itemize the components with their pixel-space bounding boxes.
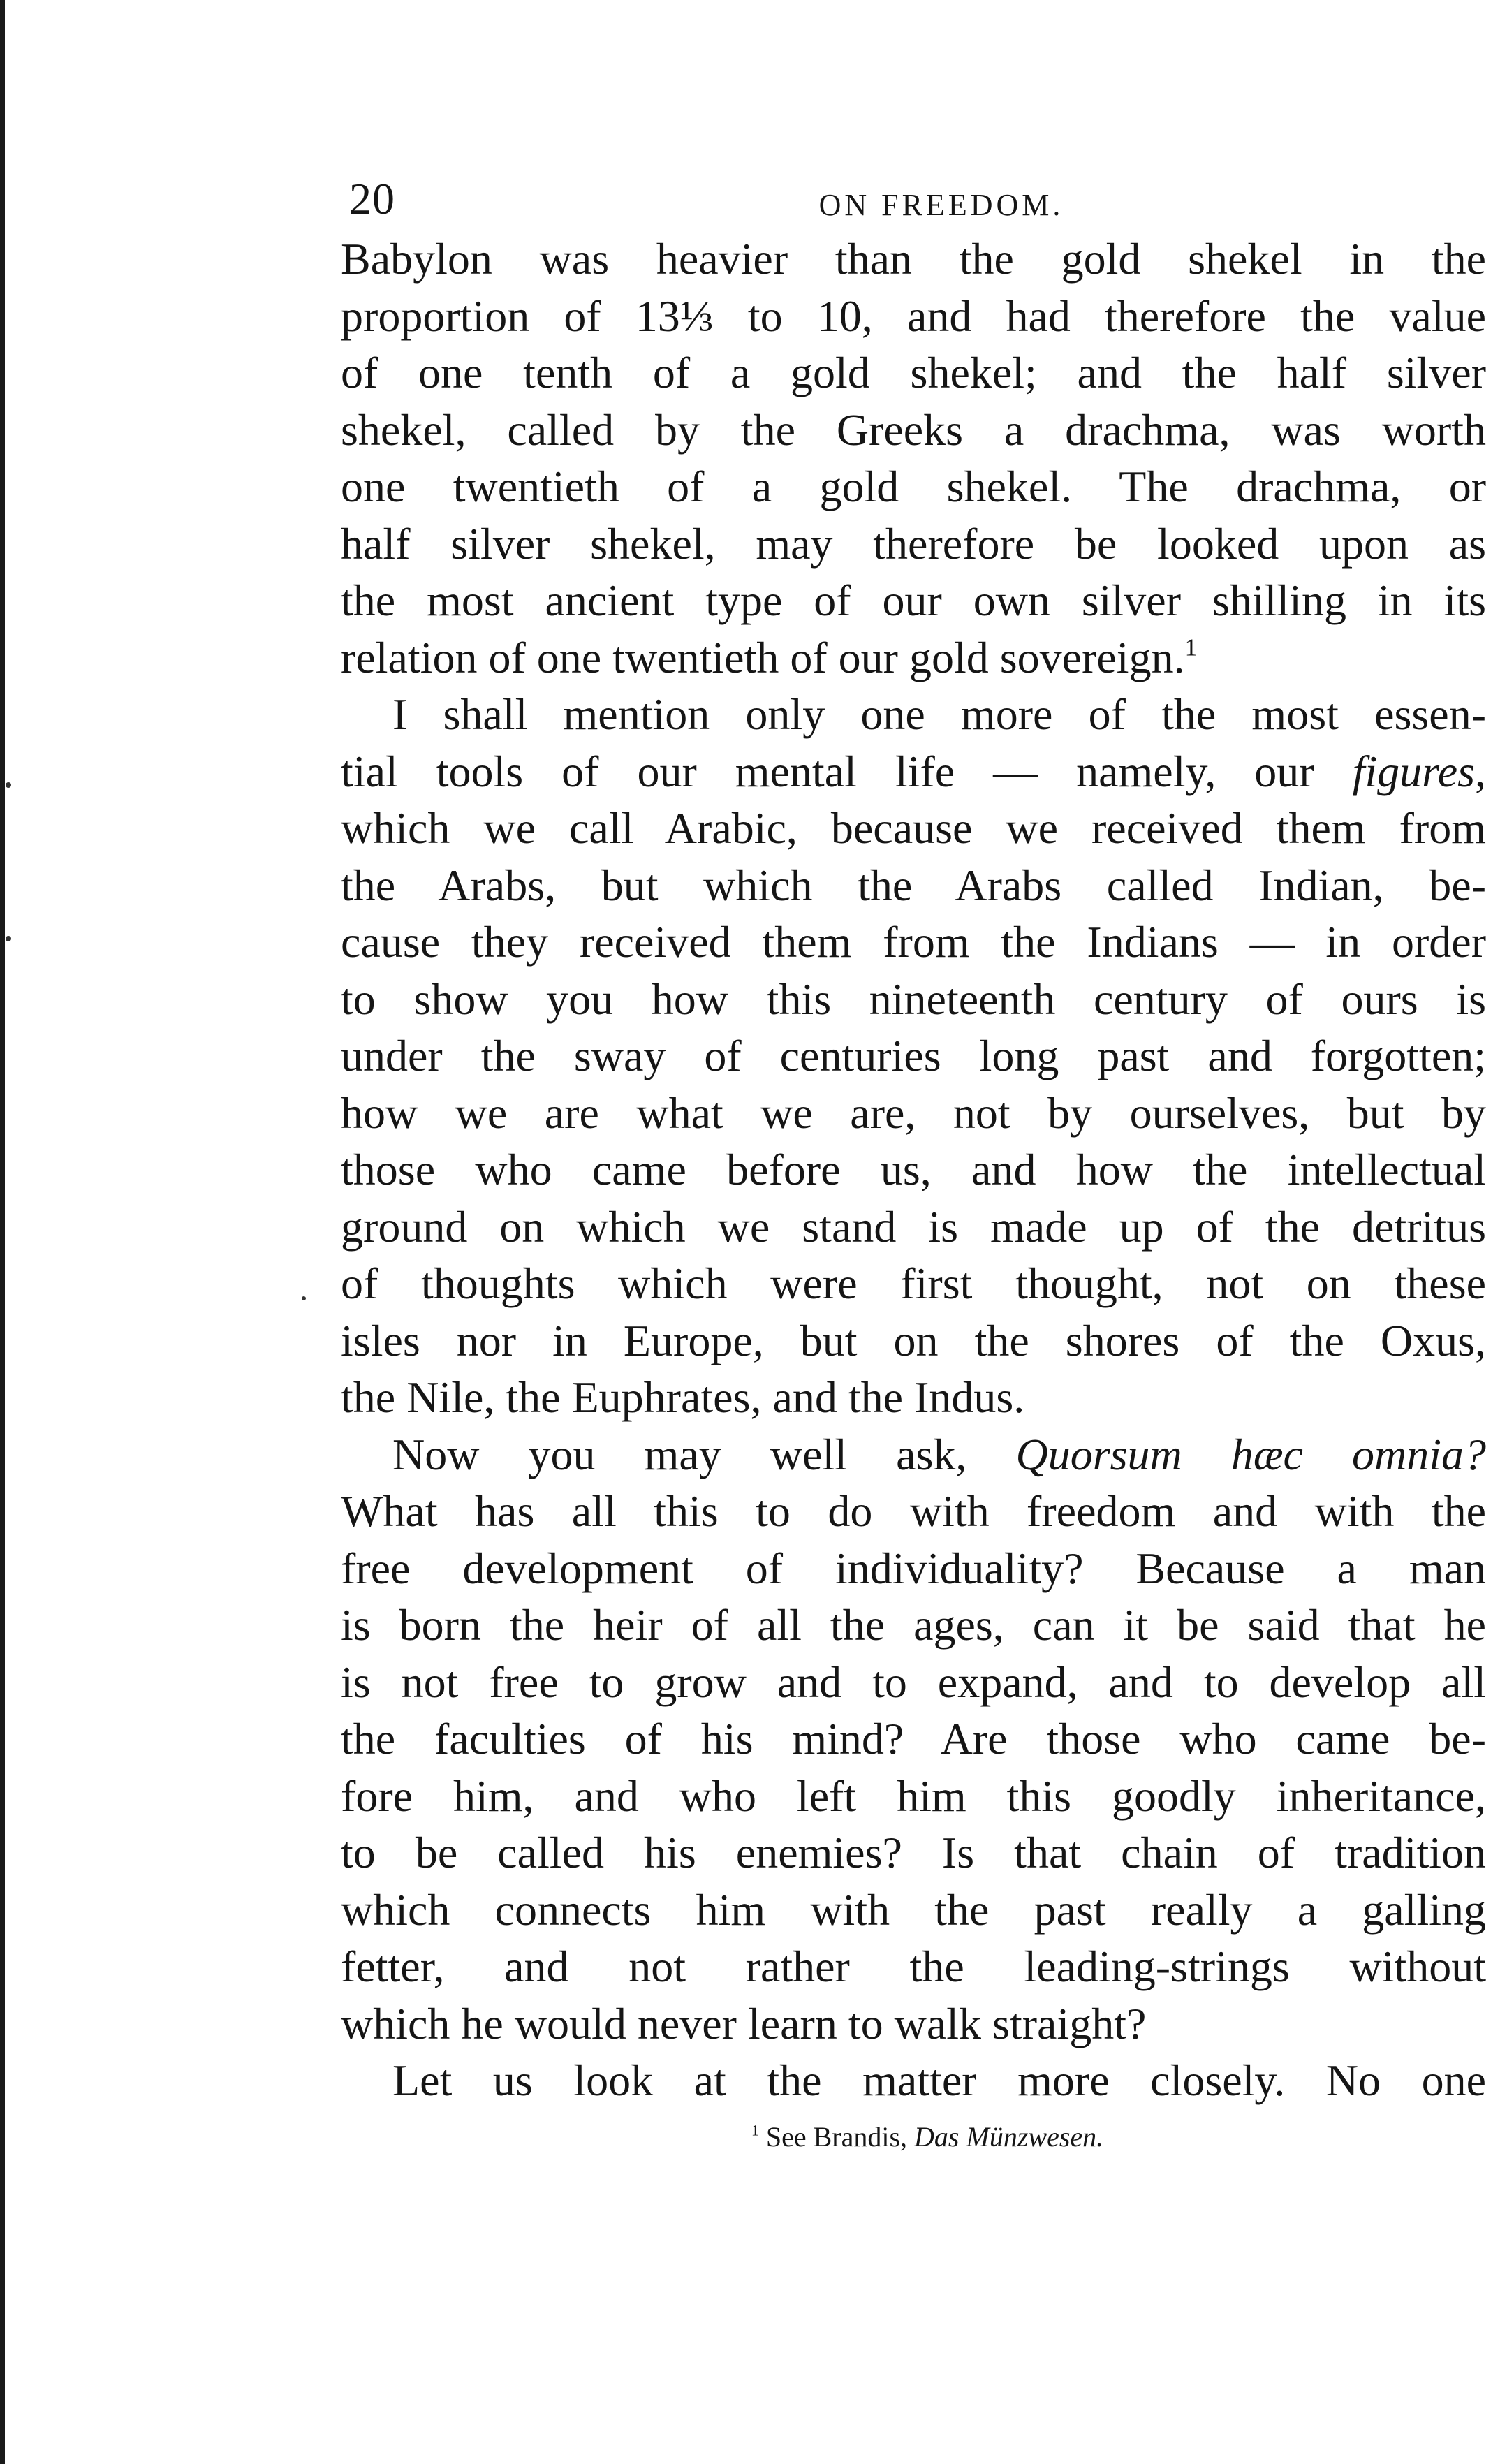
text-line: which he would never learn to walk straight? — [341, 1998, 1147, 2048]
footnote — [341, 2120, 1486, 2153]
footnote-title: Das Münzwesen. — [914, 2120, 1104, 2153]
text-line: to show you how this nineteenth century of ours is — [341, 974, 1486, 1024]
text-line: cause they received them from the Indians — in order — [341, 917, 1486, 967]
footnote-reference: 1 — [1184, 633, 1198, 661]
running-head — [341, 154, 1486, 230]
text-line: to be called his enemies? Is that chain of tradition — [341, 1828, 1486, 1877]
text-line: What has all this to do with freedom and with the — [341, 1486, 1486, 1536]
paragraph-start: I shall mention only one more of the most essen- — [392, 689, 1486, 739]
text-line: of thoughts which were first thought, not on these — [341, 1259, 1486, 1308]
text-line: the Arabs, but which the Arabs called Indian, be- — [341, 860, 1486, 910]
text-line: shekel, called by the Greeks a drachma, was worth — [341, 404, 1486, 455]
text-line: which connects him with the past really a galling — [341, 1884, 1486, 1935]
text-line: under the sway of centuries long past and forgotten; — [341, 1031, 1486, 1080]
paragraph-start: Let us look at the matter more closely. No one — [392, 2055, 1486, 2105]
text-line: which we call Arabic, because we received them from — [341, 803, 1486, 853]
running-title: ON FREEDOM. — [818, 188, 1064, 222]
text-line: of one tenth of a gold shekel; and the half silver — [341, 348, 1486, 397]
text-line: half silver shekel, may therefore be looked upon as — [341, 518, 1486, 569]
text-line: how we are what we are, not by ourselves, but by — [341, 1087, 1486, 1138]
text-line: fetter, and not rather the leading-strings without — [341, 1942, 1486, 1991]
text-line: Babylon was heavier than the gold shekel in the — [341, 234, 1486, 284]
text-line: fore him, and who left him this goodly inheritance, — [341, 1770, 1486, 1821]
text-line: isles nor in Europe, but on the shores of the Oxus, — [341, 1315, 1486, 1365]
text-line: those who came before us, and how the intellectual — [341, 1145, 1486, 1194]
text-line: proportion of 13⅓ to 10, and had therefore the value — [341, 291, 1486, 341]
text-line: is not free to grow and to expand, and to develop all — [341, 1657, 1486, 1707]
text-line: the Nile, the Euphrates, and the Indus. — [341, 1372, 1025, 1422]
text-line: tial tools of our mental life — namely, our figures, — [341, 746, 1486, 796]
scan-speck — [6, 936, 11, 941]
book-page — [341, 154, 1486, 2153]
text-line: is born the heir of all the ages, can it be said that he — [341, 1600, 1486, 1650]
text-line: relation of one twentieth of our gold sovereign.$^1$ — [341, 632, 1198, 682]
scan-speck — [6, 782, 11, 788]
paragraph-start: Now you may well ask, Quorsum hæc omnia? — [392, 1429, 1487, 1479]
body-text — [341, 230, 1486, 2109]
text-line: the faculties of his mind? Are those who came be- — [341, 1714, 1486, 1763]
text-line: free development of individuality? Because a man — [341, 1543, 1486, 1593]
text-line: the most ancient type of our own silver shilling in its — [341, 575, 1486, 625]
footnote-text: See Brandis, — [765, 2120, 915, 2153]
scan-speck — [302, 1296, 306, 1300]
text-line: one twentieth of a gold shekel. The drachma, or — [341, 462, 1486, 511]
footnote-marker: 1 — [751, 2121, 759, 2139]
text-line: ground on which we stand is made up of the detritus — [341, 1201, 1486, 1252]
page-number: 20 — [349, 174, 395, 223]
scan-edge — [0, 0, 5, 2464]
